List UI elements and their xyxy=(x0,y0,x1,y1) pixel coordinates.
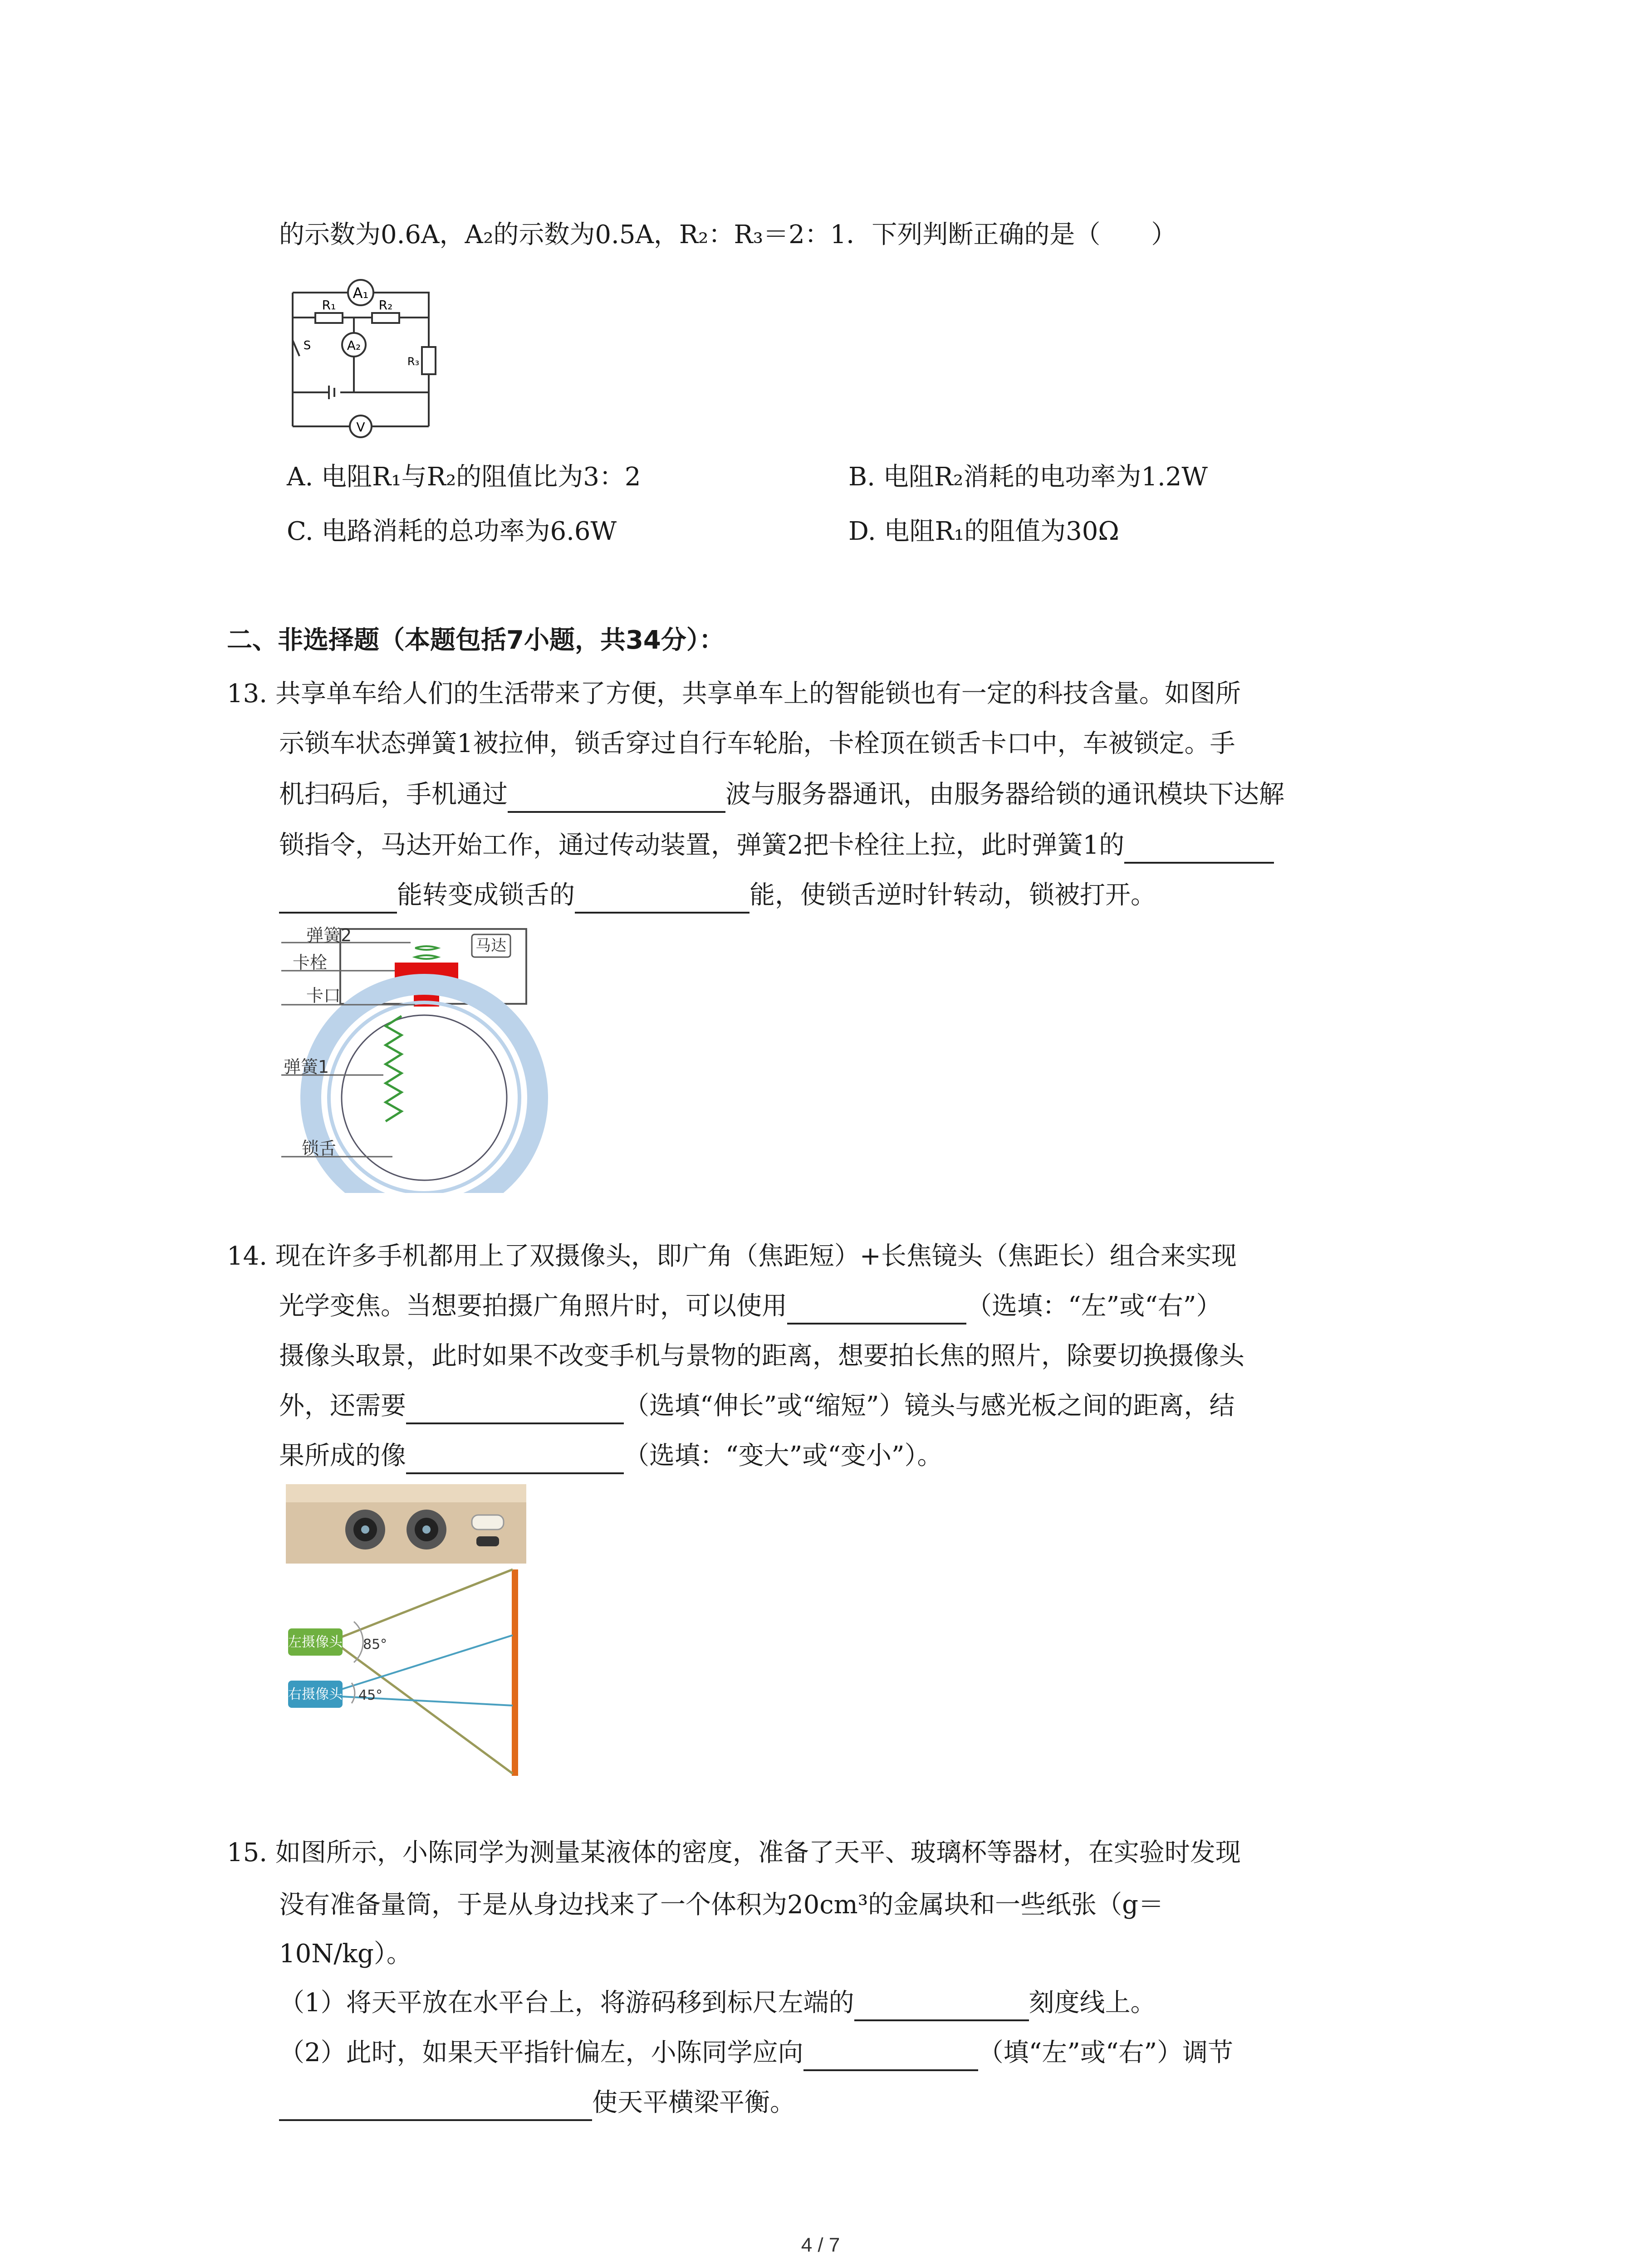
q14-line1: 14. 现在许多手机都用上了双摄像头，即广角（焦距短）+长焦镜头（焦距长）组合来实现 xyxy=(227,1242,1237,1271)
label-s: S xyxy=(303,339,311,352)
q14-line5 xyxy=(279,1438,943,1474)
q14-line4-a: 外，还需要 xyxy=(279,1391,406,1421)
q13-blank-energy2[interactable] xyxy=(575,884,749,914)
angle-left-label: 85° xyxy=(363,1637,387,1652)
q12-option-c: C. 电路消耗的总功率为6.6W xyxy=(287,517,617,546)
notch-label: 卡口 xyxy=(306,986,341,1006)
q14-line4-b: （选填“伸长”或“缩短”）镜头与感光板之间的距离，结 xyxy=(624,1391,1235,1421)
q14-line2-a: 光学变焦。当想要拍摄广角照片时，可以使用 xyxy=(279,1291,787,1321)
q15-blank-zero-mark[interactable] xyxy=(854,1991,1029,2021)
q13-blank-energy1-part2[interactable] xyxy=(279,884,397,914)
q14-blank-camera[interactable] xyxy=(787,1295,966,1325)
q13-blank-wave[interactable] xyxy=(508,783,725,813)
label-v: V xyxy=(356,420,365,435)
q12-option-a: A. 电阻R₁与R₂的阻值比为3：2 xyxy=(287,462,641,492)
dual-camera-photo xyxy=(286,1484,526,1564)
q15-line1: 15. 如图所示，小陈同学为测量某液体的密度，准备了天平、玻璃杯等器材，在实验时发现 xyxy=(227,1838,1241,1867)
label-r3: R₃ xyxy=(407,355,420,368)
q13-line3 xyxy=(279,777,1284,813)
label-r2: R₂ xyxy=(378,298,393,313)
spring1-label: 弹簧1 xyxy=(284,1057,329,1077)
q13-line5-b: 能转变成锁舌的 xyxy=(397,880,575,910)
angle-right-label: 45° xyxy=(358,1687,383,1703)
q12-stem-tail: 的示数为0.6A，A₂的示数为0.5A，R₂：R₃＝2：1．下列判断正确的是（ ） xyxy=(279,220,1177,249)
q13-line5-c: 能，使锁舌逆时针转动，锁被打开。 xyxy=(749,880,1156,910)
q13-line5 xyxy=(279,877,1156,914)
q15-part1-a: （1）将天平放在水平台上，将游码移到标尺左端的 xyxy=(279,1988,854,2018)
q13-line4-a: 锁指令，马达开始工作，通过传动装置，弹簧2把卡栓往上拉，此时弹簧1的 xyxy=(279,831,1125,860)
section2-title: 二、非选择题（本题包括7小题，共34分）： xyxy=(227,626,725,655)
q14-line2 xyxy=(279,1288,1222,1325)
q13-line2: 示锁车状态弹簧1被拉伸，锁舌穿过自行车轮胎，卡栓顶在锁舌卡口中，车被锁定。手 xyxy=(279,729,1235,758)
q13-line3-a: 机扫码后，手机通过 xyxy=(279,780,508,809)
q12-option-b: B. 电阻R₂消耗的电功率为1.2W xyxy=(848,462,1208,492)
q13-line4 xyxy=(279,827,1274,864)
q14-line3: 摄像头取景，此时如果不改变手机与景物的距离，想要拍长焦的照片，除要切换摄像头 xyxy=(279,1341,1244,1371)
q15-blank-adjust-part[interactable] xyxy=(279,2091,592,2121)
q14-blank-distance[interactable] xyxy=(406,1394,624,1424)
spring2-label: 弹簧2 xyxy=(306,925,352,945)
q15-line3: 10N/kg）。 xyxy=(279,1939,412,1969)
q15-part2-b: （填“左”或“右”）调节 xyxy=(978,2038,1234,2068)
q15-part2-c: 使天平横梁平衡。 xyxy=(592,2088,795,2117)
right-camera-label: 右摄像头 xyxy=(288,1686,343,1702)
circuit-diagram xyxy=(279,272,442,449)
smart-lock-diagram xyxy=(279,921,569,1193)
q12-option-d: D. 电阻R₁的阻值为30Ω xyxy=(848,517,1119,546)
q13-line3-b: 波与服务器通讯，由服务器给锁的通讯模块下达解 xyxy=(725,780,1284,809)
q14-line4 xyxy=(279,1388,1235,1424)
page-number: 4 / 7 xyxy=(801,2234,840,2256)
q14-line5-b: （选填：“变大”或“变小”）。 xyxy=(624,1441,943,1471)
camera-angle-diagram xyxy=(286,1567,531,1778)
q15-line2: 没有准备量筒，于是从身边找来了一个体积为20cm³的金属块和一些纸张（g＝ xyxy=(279,1890,1164,1920)
q14-line2-b: （选填：“左”或“右”） xyxy=(966,1291,1222,1321)
q15-part1 xyxy=(279,1985,1156,2021)
motor-label: 马达 xyxy=(475,937,506,955)
q15-blank-direction[interactable] xyxy=(803,2041,978,2071)
q15-part1-b: 刻度线上。 xyxy=(1029,1988,1156,2018)
flash-icon xyxy=(472,1515,504,1530)
q15-part2-cont xyxy=(279,2085,795,2121)
label-r1: R₁ xyxy=(322,298,336,313)
bolt-label: 卡栓 xyxy=(293,953,328,973)
q14-line5-a: 果所成的像 xyxy=(279,1441,406,1471)
q14-blank-image-size[interactable] xyxy=(406,1444,624,1474)
q13-line1: 13. 共享单车给人们的生活带来了方便，共享单车上的智能锁也有一定的科技含量。如图所 xyxy=(227,679,1241,709)
q15-part2-a: （2）此时，如果天平指针偏左，小陈同学应向 xyxy=(279,2038,803,2068)
q13-blank-energy1-part1[interactable] xyxy=(1124,834,1274,864)
q15-part2 xyxy=(279,2035,1233,2071)
left-camera-label: 左摄像头 xyxy=(288,1634,343,1650)
label-a1: A₁ xyxy=(353,284,369,302)
label-a2: A₂ xyxy=(347,338,361,353)
tongue-label: 锁舌 xyxy=(302,1139,337,1158)
